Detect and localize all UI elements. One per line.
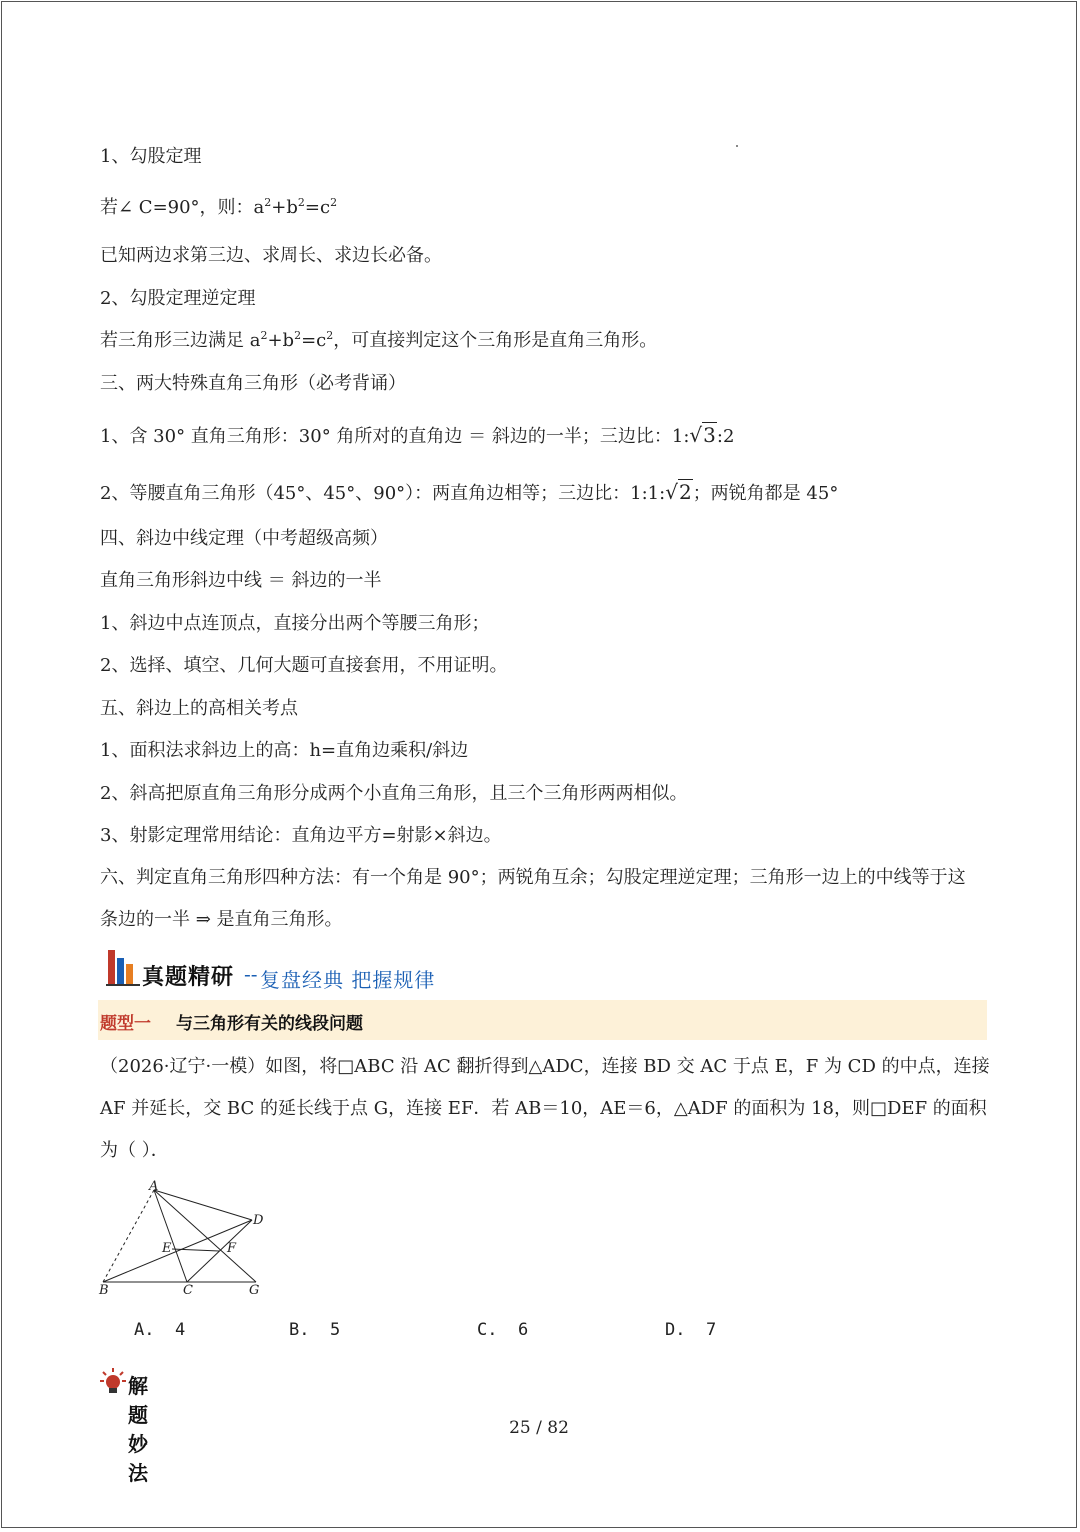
- option-c[interactable]: [477, 1320, 528, 1340]
- converse-text-c: =c: [301, 330, 327, 351]
- segment-CD: [187, 1220, 252, 1282]
- problem-statement: （2026·辽宁·一模）如图，将□ABC 沿 AC 翻折得到△ADC，连接 BD 交 AC 于点 E，F 为 CD 的中点，连接 AF 并延长，交 BC 的延长线于点 G，连接 EF．若 AB＝10，AE＝6，△ADF 的面积为 18，则□DEF 的面积为（ ）．: [100, 1056, 990, 1161]
- question-type-bar: [98, 1000, 987, 1040]
- thirty-degree-rule: [100, 423, 980, 449]
- option-value: 7: [705, 1320, 717, 1340]
- heading-altitude: 五、斜边上的高相关考点: [100, 698, 298, 719]
- banner-dash: --: [244, 962, 258, 986]
- option-d[interactable]: [665, 1320, 716, 1340]
- formula-sup: 2: [297, 196, 305, 209]
- formula-text-c: =c: [304, 197, 331, 218]
- heading-pythagorean: 1、勾股定理: [100, 146, 202, 167]
- lightbulb-icon: [100, 1368, 126, 1396]
- books-icon: [106, 944, 140, 986]
- formula-text-a: 若∠ C=90°，则：a: [100, 197, 265, 218]
- segment-AG: [154, 1190, 256, 1282]
- median-theorem: 直角三角形斜边中线 ＝ 斜边的一半: [100, 570, 382, 591]
- sqrt-radicand: 3: [703, 423, 716, 447]
- banner-title: 真题精研: [142, 965, 235, 990]
- median-point-1: 1、斜边中点连顶点，直接分出两个等腰三角形；: [100, 613, 490, 634]
- thirty-text-a: 1、含 30° 直角三角形：30° 角所对的直角边 ＝ 斜边的一半；三边比：1:: [100, 426, 690, 447]
- altitude-point-2: 2、斜高把原直角三角形分成两个小直角三角形，且三个三角形两两相似。: [100, 783, 688, 804]
- question-type-title: 与三角形有关的线段问题: [176, 1014, 363, 1034]
- converse-text-a: 若三角形三边满足 a: [100, 330, 261, 351]
- method-label: 解题妙法: [128, 1374, 148, 1485]
- median-point-2: 2、选择、填空、几何大题可直接套用，不用证明。: [100, 655, 508, 676]
- option-a[interactable]: [134, 1320, 185, 1340]
- segment-AD: [154, 1190, 252, 1220]
- document-page: [1, 1, 1077, 1528]
- converse-statement: [100, 329, 980, 353]
- segment-AB: [103, 1190, 154, 1282]
- option-letter: C.: [477, 1320, 498, 1340]
- label-B: B: [99, 1283, 109, 1298]
- formula-text-b: +b: [271, 197, 298, 218]
- pythagorean-formula: [100, 196, 980, 220]
- converse-sup: 2: [294, 329, 302, 342]
- label-A: A: [149, 1179, 159, 1194]
- option-b[interactable]: [289, 1320, 340, 1340]
- question-type-tag: 题型一: [100, 1014, 151, 1034]
- converse-sup: 2: [260, 329, 268, 342]
- converse-text-b: +b: [267, 330, 295, 351]
- converse-sup: 2: [326, 329, 334, 342]
- option-letter: A.: [134, 1320, 155, 1340]
- section-banner: [106, 944, 666, 990]
- sqrt-symbol: √3: [689, 423, 716, 447]
- altitude-point-3: 3、射影定理常用结论：直角边平方=射影×斜边。: [100, 825, 502, 846]
- label-F: F: [227, 1241, 237, 1256]
- formula-sup: 2: [264, 196, 272, 209]
- sqrt-symbol: √2: [665, 480, 692, 504]
- label-D: D: [253, 1213, 264, 1228]
- heading-special-triangles: 三、两大特殊直角三角形（必考背诵）: [100, 373, 406, 394]
- option-value: 6: [517, 1320, 529, 1340]
- option-value: 5: [329, 1320, 341, 1340]
- segment-AC: [154, 1190, 187, 1282]
- label-G: G: [249, 1283, 260, 1298]
- formula-sup: 2: [330, 196, 338, 209]
- option-letter: B.: [289, 1320, 310, 1340]
- label-C: C: [183, 1283, 193, 1298]
- isosceles-right-rule: [100, 480, 980, 506]
- banner-subtitle: 复盘经典 把握规律: [260, 968, 436, 992]
- sqrt-radicand: 2: [678, 480, 692, 504]
- label-E: E: [162, 1241, 172, 1256]
- isosceles-text-b: ；两锐角都是 45°: [692, 483, 839, 504]
- thirty-text-b: :2: [716, 426, 735, 447]
- heading-converse: 2、勾股定理逆定理: [100, 288, 256, 309]
- altitude-point-1: 1、面积法求斜边上的高：h=直角边乘积/斜边: [100, 740, 469, 761]
- option-letter: D.: [665, 1320, 686, 1340]
- page-number: 25 / 82: [509, 1418, 569, 1438]
- converse-text-d: ，可直接判定这个三角形是直角三角形。: [333, 330, 658, 351]
- heading-determination-methods: 六、判定直角三角形四种方法：有一个角是 90°；两锐角互余；勾股定理逆定理；三角形一边上的中线等于这条边的一半 ⇒ 是直角三角形。: [100, 867, 966, 930]
- isosceles-text-a: 2、等腰直角三角形（45°、45°、90°）：两直角边相等；三边比：1:1:: [100, 483, 666, 504]
- geometry-figure: [96, 1178, 268, 1298]
- heading-median-theorem: 四、斜边中线定理（中考超级高频）: [100, 528, 388, 549]
- option-value: 4: [174, 1320, 186, 1340]
- pythagorean-usage: 已知两边求第三边、求周长、求边长必备。: [100, 245, 442, 266]
